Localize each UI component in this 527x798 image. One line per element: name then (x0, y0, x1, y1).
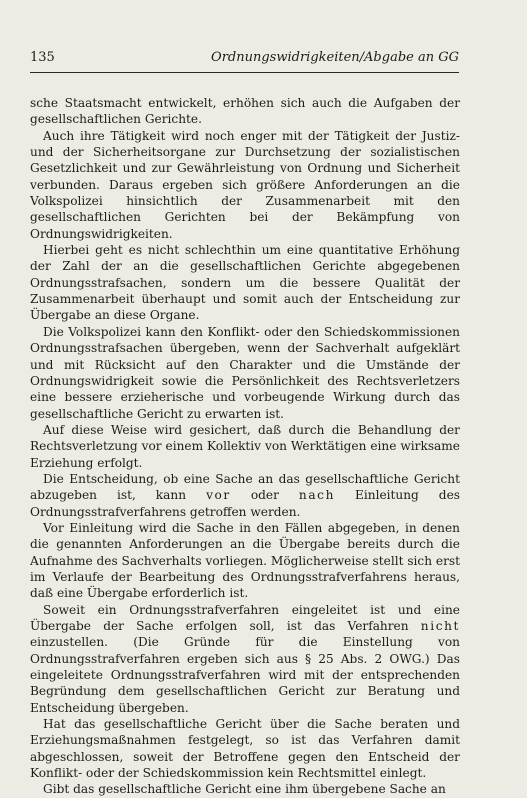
paragraph (30, 324, 460, 422)
page-number: 135 (30, 50, 55, 65)
paragraph-text: einzustellen. (Die Gründe für die Einstellung von Ordnungsstrafverfahren ergeben sich aus § 25 Abs. 2 OWG.) Das eingeleitete Ordnungsstrafverfahren wird mit der entsprechenden Begründung dem gesellschaftlichen Gericht zur Beratung und Entscheidung übergeben. (30, 635, 460, 715)
header-rule (30, 72, 459, 73)
spaced-emphasis: nach (298, 488, 335, 503)
paragraph (30, 602, 460, 716)
body-text (30, 95, 460, 798)
paragraph (30, 242, 460, 324)
paragraph-text: Vor Einleitung wird die Sache in den Fällen abgegeben, in denen die genannten Anforderungen an die Übergabe bereits durch die Aufnahme des Sachverhalts vorliegen. Möglicherweise stellt sich erst im Verlaufe der Bearbeitung des Ordnungsstrafverfahrens heraus, daß eine Übergabe erforderlich ist. (30, 520, 461, 601)
paragraph (30, 471, 460, 520)
paragraph-text: oder (230, 488, 299, 503)
paragraph (30, 422, 460, 471)
running-title: Ordnungswidrigkeiten/Abgabe an GG (211, 50, 459, 65)
spaced-emphasis: vor (206, 488, 231, 503)
paragraph (30, 781, 460, 797)
paragraph-text: Die Entscheidung, ob eine Sache an das gesellschaftliche Gericht abzugeben ist, kann (30, 471, 460, 503)
paragraph (30, 716, 460, 781)
paragraph-text: Auch ihre Tätigkeit wird noch enger mit der Tätigkeit der Justiz- und der Sicherheitsorgane zur Durchsetzung der sozialistischen Gesetzlichkeit und zur Gewährleistung von Ordnung und Sicherheit verbunden. Daraus ergeben sich größere Anforderungen an die Volkspolizei hinsichtlich der Zusammenarbeit mit den gesellschaftlichen Gerichten bei der Bekämpfung von Ordnungswidrigkeiten. (30, 128, 460, 241)
paragraph-text: Auf diese Weise wird gesichert, daß durch die Behandlung der Rechtsverletzung vor einem Kollektiv von Werktätigen eine wirksame Erziehung erfolgt. (30, 422, 460, 470)
spaced-emphasis: nicht (420, 619, 460, 633)
paragraph-text: Gibt das gesellschaftliche Gericht eine ihm übergebene Sache an (43, 782, 446, 797)
paragraph-text: sche Staatsmacht entwickelt, erhöhen sich auch die Aufgaben der gesellschaftlichen Gerichte. (30, 96, 460, 127)
paragraph-text: Die Volkspolizei kann den Konflikt- oder den Schiedskommissionen Ordnungsstrafsachen übergeben, wenn der Sachverhalt aufgeklärt und mit Rücksicht auf den Charakter und die Umstände der Ordnungswidrigkeit sowie die Persönlichkeit des Rechtsverletzers eine bessere erzieherische und vorbeugende Wirkung durch das gesellschaftliche Gericht zu erwarten ist. (30, 324, 460, 421)
paragraph-text: Hierbei geht es nicht schlechthin um eine quantitative Erhöhung der Zahl der an die gesellschaftlichen Gerichte abgegebenen Ordnungsstrafsachen, sondern um die bessere Qualität der Zusammenarbeit überhaupt und somit auch der Entscheidung zur Übergabe an diese Organe. (30, 243, 460, 323)
paragraph (30, 95, 460, 128)
paragraph (30, 520, 460, 602)
paragraph-text: Einleitung des Ordnungsstrafverfahrens getroffen werden. (30, 488, 460, 519)
paragraph-text: Hat das gesellschaftliche Gericht über die Sache beraten und Erziehungsmaßnahmen festgelegt, so ist das Verfahren damit abgeschlossen, soweit der Betroffene gegen den Entscheid der Konflikt- oder der Schiedskommission kein Rechtsmittel einlegt. (30, 717, 460, 781)
paragraph (30, 128, 460, 242)
paragraph-text: Soweit ein Ordnungsstrafverfahren eingeleitet ist und eine Übergabe der Sache erfolgen soll, ist das Verfahren (30, 602, 460, 633)
page-header (30, 50, 459, 70)
